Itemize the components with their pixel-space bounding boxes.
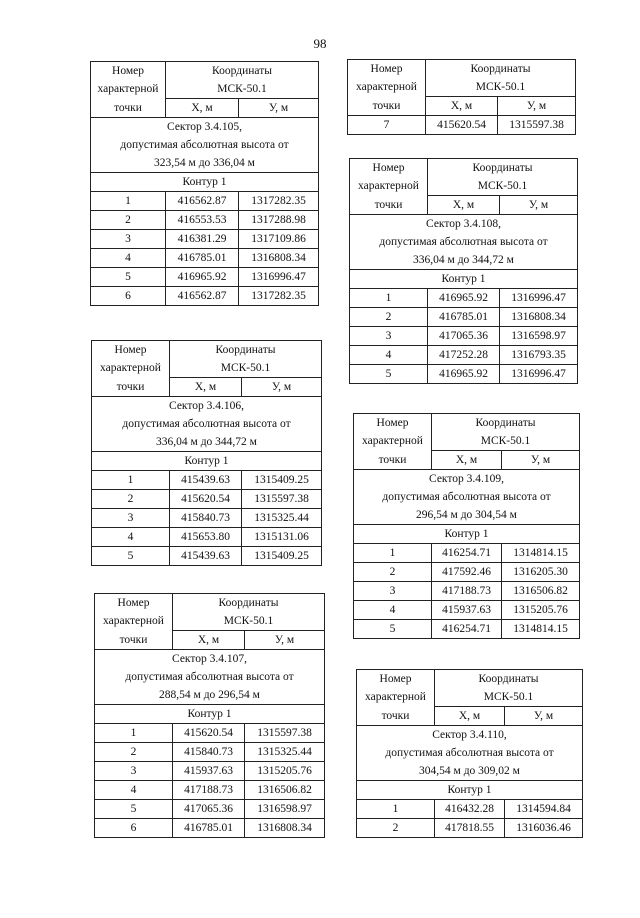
table-row: 6 416562.87 1317282.35	[91, 287, 319, 306]
table-row: 2 416785.01 1316808.34	[350, 308, 578, 327]
header-crs: МСК-50.1	[166, 80, 319, 99]
table-row: 2 417592.46 1316205.30	[354, 563, 580, 582]
table-row: 1 416965.92 1316996.47	[350, 289, 578, 308]
table-row: 2 417818.55 1316036.46	[357, 819, 583, 838]
header-coords: Координаты	[170, 341, 322, 360]
table-row: 5 415439.63 1315409.25	[92, 547, 322, 566]
table-row: 5 416965.92 1316996.47	[91, 268, 319, 287]
coord-table-continuation: Номер Координаты характерной МСК-50.1 точки Х, м У, м 7 415620.54 1315597.38	[347, 59, 576, 135]
header-y: У, м	[505, 707, 583, 726]
header-point-number: Номер	[95, 594, 173, 613]
table-row: 1 416432.28 1314594.84	[357, 800, 583, 819]
table-row: 2 415620.54 1315597.38	[92, 490, 322, 509]
sector-height-line1: допустимая абсолютная высота от	[354, 488, 580, 506]
table-row: 4 416785.01 1316808.34	[91, 249, 319, 268]
header-coords: Координаты	[173, 594, 325, 613]
table-row: 3 417065.36 1316598.97	[350, 327, 578, 346]
header-x: Х, м	[170, 378, 242, 397]
header-crs: МСК-50.1	[428, 177, 578, 196]
contour-label: Контур 1	[95, 705, 325, 724]
sector-height-line2: 336,04 м до 344,72 м	[92, 433, 322, 452]
header-x: Х, м	[166, 99, 239, 118]
coord-table-sector-106: Номер Координаты характерной МСК-50.1 точки Х, м У, м Сектор 3.4.106, допустимая абсолютная высота от 336,04 м до 344,72 м Контур 1 1 415439.63 1315409.25 2 415620.54 1315597.38 3 415840.73 1315325.44 4 415653.80 1315131.06 5 415439.63 1315409.25	[91, 340, 322, 566]
table-row: 5 416254.71 1314814.15	[354, 620, 580, 639]
header-x: Х, м	[173, 631, 245, 650]
header-point-number: Номер	[92, 341, 170, 360]
header-x: Х, м	[428, 196, 500, 215]
header-coords: Координаты	[166, 62, 319, 81]
sector-height-line2: 288,54 м до 296,54 м	[95, 686, 325, 705]
header-crs: МСК-50.1	[432, 432, 580, 451]
header-crs: МСК-50.1	[170, 359, 322, 378]
table-row: 4 417188.73 1316506.82	[95, 781, 325, 800]
header-coords: Координаты	[435, 670, 583, 689]
table-row: 5 417065.36 1316598.97	[95, 800, 325, 819]
header-y: У, м	[502, 451, 580, 470]
header-point-number: Номер	[350, 159, 428, 178]
header-y: У, м	[498, 97, 576, 116]
table-row: 3 415840.73 1315325.44	[92, 509, 322, 528]
sector-height-line1: допустимая абсолютная высота от	[350, 233, 578, 251]
contour-label: Контур 1	[354, 525, 580, 544]
table-row: 2 416553.53 1317288.98	[91, 211, 319, 230]
sector-height-line1: допустимая абсолютная высота от	[92, 415, 322, 433]
sector-title: Сектор 3.4.107,	[95, 650, 325, 669]
contour-label: Контур 1	[92, 452, 322, 471]
header-y: У, м	[245, 631, 325, 650]
sector-height-line1: допустимая абсолютная высота от	[91, 136, 319, 154]
sector-title: Сектор 3.4.106,	[92, 397, 322, 416]
header-y: У, м	[500, 196, 578, 215]
coord-table-sector-105: Номер Координаты характерной МСК-50.1 точки Х, м У, м Сектор 3.4.105, допустимая абсолютная высота от 323,54 м до 336,04 м Контур 1 1 416562.87 1317282.35 2 416553.53 1317288.98 3 416381.29 1317109.86 4 416785.01 1316808.34 5 416965.92 1316996.47 6 416562.87 1317282.35	[90, 61, 319, 306]
sector-height-line2: 304,54 м до 309,02 м	[357, 762, 583, 781]
contour-label: Контур 1	[357, 781, 583, 800]
contour-label: Контур 1	[91, 173, 319, 192]
header-point-number: Номер	[357, 670, 435, 689]
sector-height-line2: 296,54 м до 304,54 м	[354, 506, 580, 525]
header-x: Х, м	[426, 97, 498, 116]
table-row: 4 415653.80 1315131.06	[92, 528, 322, 547]
table-row: 6 416785.01 1316808.34	[95, 819, 325, 838]
header-point-number: Номер	[348, 60, 426, 79]
header-x: Х, м	[435, 707, 505, 726]
table-row: 2 415840.73 1315325.44	[95, 743, 325, 762]
page-number: 98	[313, 36, 327, 51]
header-coords: Координаты	[428, 159, 578, 178]
table-row: 5 416965.92 1316996.47	[350, 365, 578, 384]
sector-height-line1: допустимая абсолютная высота от	[95, 668, 325, 686]
sector-title: Сектор 3.4.109,	[354, 470, 580, 489]
contour-label: Контур 1	[350, 270, 578, 289]
table-row: 3 416381.29 1317109.86	[91, 230, 319, 249]
table-row: 1 416562.87 1317282.35	[91, 192, 319, 211]
table-row: 3 417188.73 1316506.82	[354, 582, 580, 601]
header-crs: МСК-50.1	[173, 612, 325, 631]
sector-height-line2: 323,54 м до 336,04 м	[91, 154, 319, 173]
table-row: 4 415937.63 1315205.76	[354, 601, 580, 620]
sector-height-line2: 336,04 м до 344,72 м	[350, 251, 578, 270]
coord-table-sector-110: Номер Координаты характерной МСК-50.1 точки Х, м У, м Сектор 3.4.110, допустимая абсолютная высота от 304,54 м до 309,02 м Контур 1 1 416432.28 1314594.84 2 417818.55 1316036.46	[356, 669, 583, 838]
sector-title: Сектор 3.4.110,	[357, 726, 583, 745]
sector-title: Сектор 3.4.105,	[91, 118, 319, 137]
coord-table-sector-108: Номер Координаты характерной МСК-50.1 точки Х, м У, м Сектор 3.4.108, допустимая абсолютная высота от 336,04 м до 344,72 м Контур 1 1 416965.92 1316996.47 2 416785.01 1316808.34 3 417065.36 1316598.97 4 417252.28 1316793.35 5 416965.92 1316996.47	[349, 158, 578, 384]
table-row: 3 415937.63 1315205.76	[95, 762, 325, 781]
table-row: 1 415439.63 1315409.25	[92, 471, 322, 490]
table-row: 1 416254.71 1314814.15	[354, 544, 580, 563]
header-point-number: Номер	[354, 414, 432, 433]
table-row: 4 417252.28 1316793.35	[350, 346, 578, 365]
table-row: 1 415620.54 1315597.38	[95, 724, 325, 743]
header-coords: Координаты	[426, 60, 576, 79]
header-coords: Координаты	[432, 414, 580, 433]
table-row: 7 415620.54 1315597.38	[348, 116, 576, 135]
sector-title: Сектор 3.4.108,	[350, 215, 578, 234]
header-y: У, м	[242, 378, 322, 397]
header-crs: МСК-50.1	[426, 78, 576, 97]
sector-height-line1: допустимая абсолютная высота от	[357, 744, 583, 762]
header-point-number: Номер	[91, 62, 166, 81]
header-y: У, м	[239, 99, 319, 118]
coord-table-sector-107: Номер Координаты характерной МСК-50.1 точки Х, м У, м Сектор 3.4.107, допустимая абсолютная высота от 288,54 м до 296,54 м Контур 1 1 415620.54 1315597.38 2 415840.73 1315325.44 3 415937.63 1315205.76 4 417188.73 1316506.82 5 417065.36 1316598.97 6 416785.01 1316808.34	[94, 593, 325, 838]
coord-table-sector-109: Номер Координаты характерной МСК-50.1 точки Х, м У, м Сектор 3.4.109, допустимая абсолютная высота от 296,54 м до 304,54 м Контур 1 1 416254.71 1314814.15 2 417592.46 1316205.30 3 417188.73 1316506.82 4 415937.63 1315205.76 5 416254.71 1314814.15	[353, 413, 580, 639]
header-crs: МСК-50.1	[435, 688, 583, 707]
header-x: Х, м	[432, 451, 502, 470]
